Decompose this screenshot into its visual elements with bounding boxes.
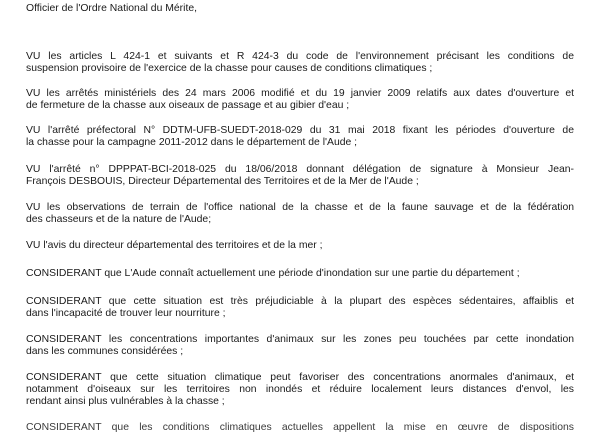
paragraph-vu-arrete-prefectoral-line-2: la chasse pour la campagne 2011-2012 dans le département de l'Aude ;: [26, 137, 358, 148]
paragraph-vu-articles-line-2: suspension provisoire de l'exercice de la chasse pour causes de conditions climatiques ;: [26, 63, 433, 74]
paragraph-considerant-concentrations-line-1: CONSIDERANT les concentrations importantes d'animaux sur les zones peu touchées par cette inondation: [26, 334, 574, 345]
paragraph-considerant-prejudiciable-line-2: dans l'incapacité de trouver leur nourriture ;: [26, 308, 226, 319]
paragraph-vu-articles-line-1: VU les articles L 424-1 et suivants et R 424-3 du code de l'environnement précisant les conditions de: [26, 51, 574, 62]
paragraph-considerant-inondation: CONSIDERANT que L'Aude connaît actuellement une période d'inondation sur une partie du département ;: [26, 268, 520, 279]
header-line: Officier de l'Ordre National du Mérite,: [26, 3, 197, 14]
paragraph-vu-avis: VU l'avis du directeur départemental des territoires et de la mer ;: [26, 240, 323, 251]
paragraph-vu-arretes-ministeriels-line-2: de fermeture de la chasse aux oiseaux de passage et au gibier d'eau ;: [26, 100, 350, 111]
paragraph-vu-delegation-line-2: François DESBOUIS, Directeur Départemental des Territoires et de la Mer de l'Aude ;: [26, 176, 419, 187]
paragraph-considerant-prejudiciable-line-1: CONSIDERANT que cette situation est très préjudiciable à la plupart des espèces sédentaires, affaiblis et: [26, 296, 574, 307]
paragraph-vu-delegation-line-1: VU l'arrêté n° DPPPAT-BCI-2018-025 du 18/06/2018 donnant délégation de signature à Monsieur Jean-: [26, 164, 574, 175]
paragraph-considerant-concentrations-line-2: dans les communes considérées ;: [26, 346, 184, 357]
paragraph-considerant-situation-line-2: notamment d'oiseaux sur les territoires non inondés et réduire localement leurs distances d'envol, les: [26, 384, 574, 395]
paragraph-vu-arretes-ministeriels-line-1: VU les arrêtés ministériels des 24 mars 2006 modifié et du 19 janvier 2009 relatifs aux dates d'ouverture et: [26, 88, 574, 99]
paragraph-vu-arrete-prefectoral-line-1: VU l'arrêté préfectoral N° DDTM-UFB-SUEDT-2018-029 du 31 mai 2018 fixant les périodes d'ouverture de: [26, 125, 574, 136]
paragraph-considerant-situation-line-1: CONSIDERANT que cette situation climatique peut favoriser des concentrations anormales d'animaux, et: [26, 372, 574, 383]
paragraph-considerant-conditions-line-1: CONSIDERANT que les conditions climatiques actuelles appellent la mise en œuvre de dispositions: [26, 422, 574, 433]
paragraph-vu-observations-line-1: VU les observations de terrain de l'office national de la chasse et de la faune sauvage et de la fédération: [26, 202, 574, 213]
paragraph-considerant-situation-line-3: rendant ainsi plus vulnérables à la chasse ;: [26, 396, 225, 407]
paragraph-vu-observations-line-2: des chasseurs et de la nature de l'Aude;: [26, 214, 212, 225]
